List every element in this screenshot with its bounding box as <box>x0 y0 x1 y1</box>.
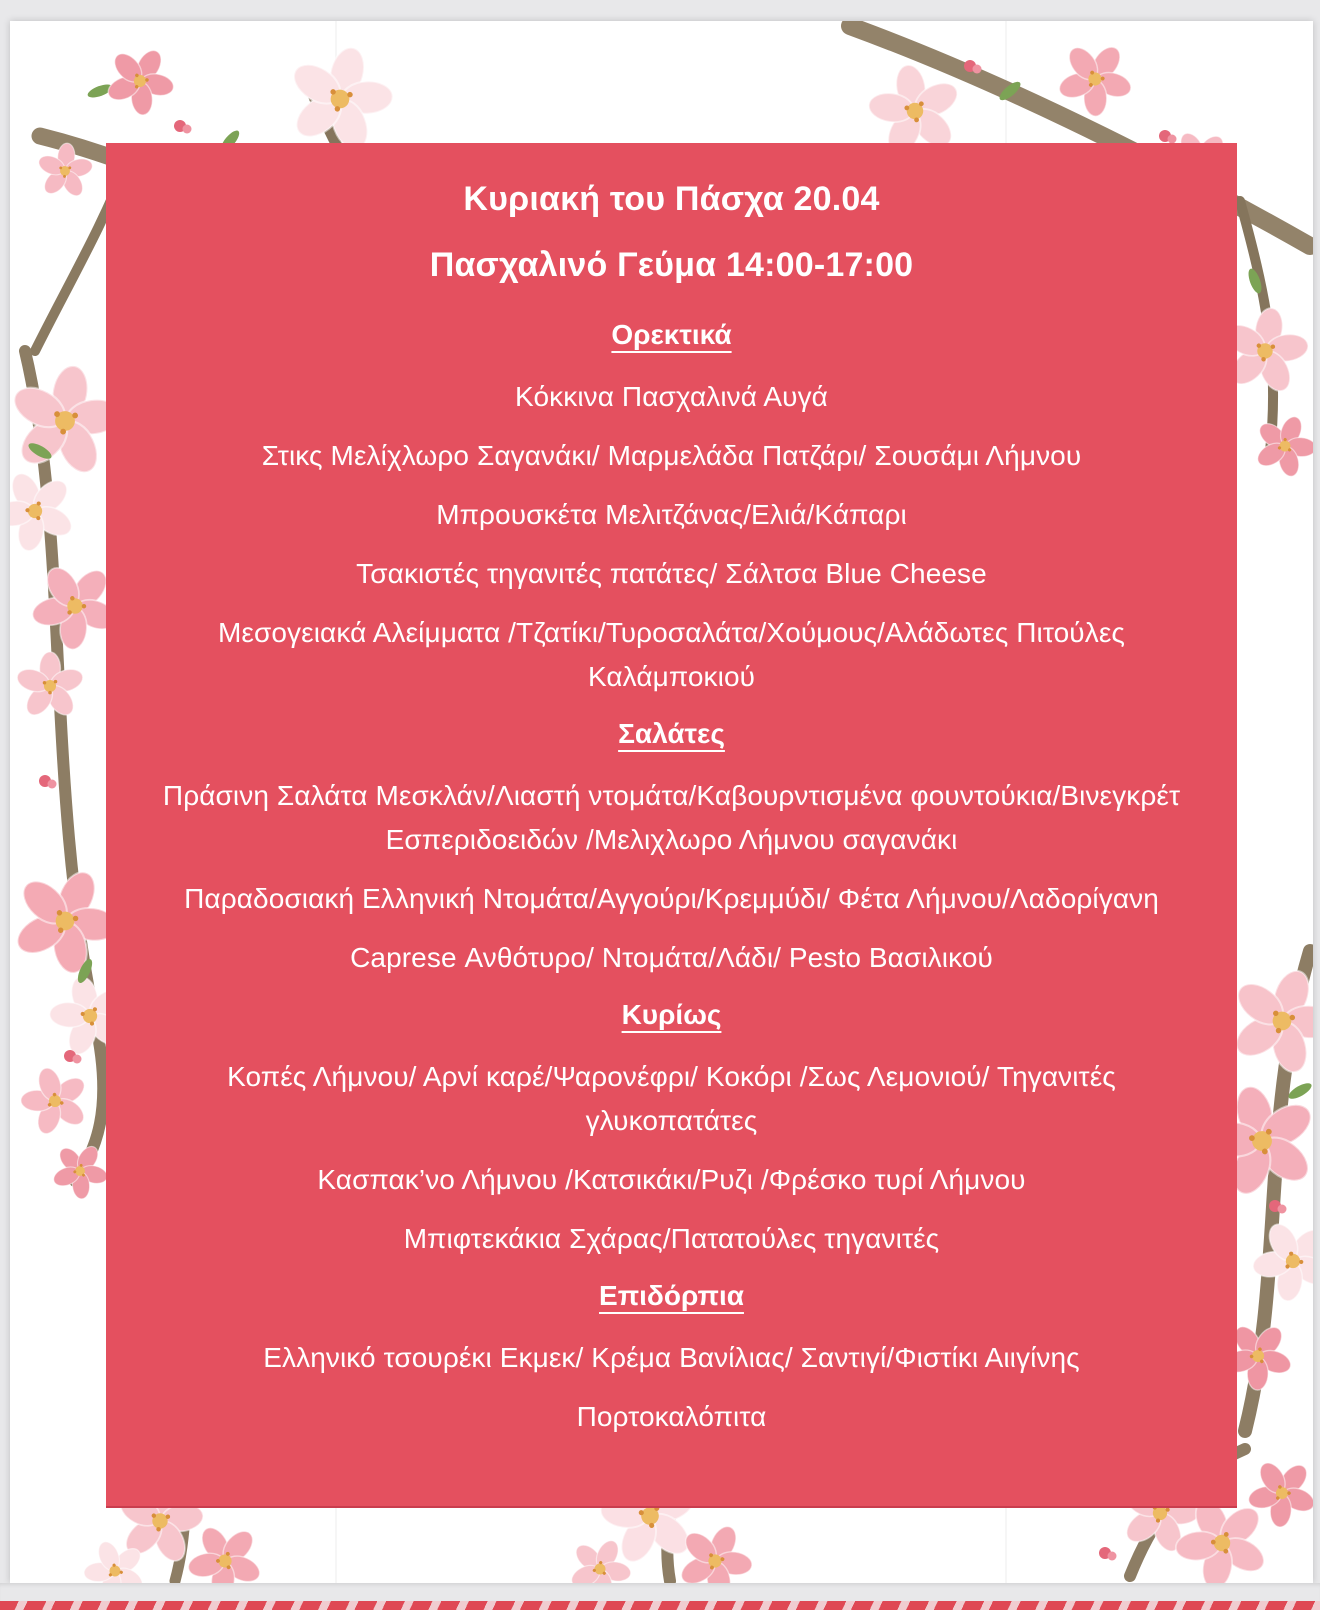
menu-item: Στικς Μελίχλωρο Σαγανάκι/ Μαρμελάδα Πατζάρι/ Σουσάμι Λήμνου <box>261 440 1082 471</box>
menu-item: Ελληνικό τσουρέκι Εκμεκ/ Κρέμα Βανίλιας/ Σαντιγί/Φιστίκι Αιιγίνης <box>263 1342 1080 1373</box>
menu-item: Κασπακ’νο Λήμνου /Κατσικάκι/Ρυζι /Φρέσκο τυρί Λήμνου <box>317 1164 1026 1195</box>
menu-item: Κόκκινα Πασχαλινά Αυγά <box>515 381 828 412</box>
menu-item: Μπιφτεκάκια Σχάρας/Πατατούλες τηγανιτές <box>403 1223 940 1254</box>
menu-item: Τσακιστές τηγανιτές πατάτες/ Σάλτσα Blue Cheese <box>356 558 987 589</box>
menu-item: Πορτοκαλόπιτα <box>576 1401 767 1432</box>
striped-ribbon-decoration <box>0 1601 1320 1610</box>
menu-item: Πράσινη Σαλάτα Μεσκλάν/Λιαστή ντομάτα/Καβουρντισμένα φουντούκια/Βινεγκρέτ Εσπεριδοειδών /Μελιχλωρο Λήμνου σαγανάκι <box>162 780 1181 855</box>
menu-title-date: Κυριακή του Πάσχα 20.04 <box>463 180 880 218</box>
menu-item: Παραδοσιακή Ελληνική Ντομάτα/Αγγούρι/Κρεμμύδι/ Φέτα Λήμνου/Λαδορίγανη <box>184 883 1159 914</box>
page-background <box>10 21 1313 1583</box>
menu-item: Caprese Ανθότυρο/ Ντομάτα/Λάδι/ Pesto Βασιλικού <box>350 942 993 973</box>
section-heading-mains: Κυρίως <box>621 999 722 1030</box>
menu-card <box>106 143 1237 1508</box>
menu-item: Μπρουσκέτα Μελιτζάνας/Ελιά/Κάπαρι <box>436 499 907 530</box>
section-heading-appetizers: Ορεκτικά <box>611 319 732 350</box>
section-heading-desserts: Επιδόρπια <box>599 1280 744 1311</box>
menu-title-meal: Πασχαλινό Γεύμα 14:00-17:00 <box>429 246 914 284</box>
section-heading-salads: Σαλάτες <box>618 718 725 749</box>
menu-item: Κοπές Λήμνου/ Αρνί καρέ/Ψαρονέφρι/ Κοκόρι /Σως Λεμονιού/ Τηγανιτές γλυκοπατάτες <box>227 1061 1116 1136</box>
menu-item: Μεσογειακά Αλείμματα /Τζατίκι/Τυροσαλάτα/Χούμους/Αλάδωτες Πιτούλες Καλάμποκιού <box>217 617 1125 692</box>
